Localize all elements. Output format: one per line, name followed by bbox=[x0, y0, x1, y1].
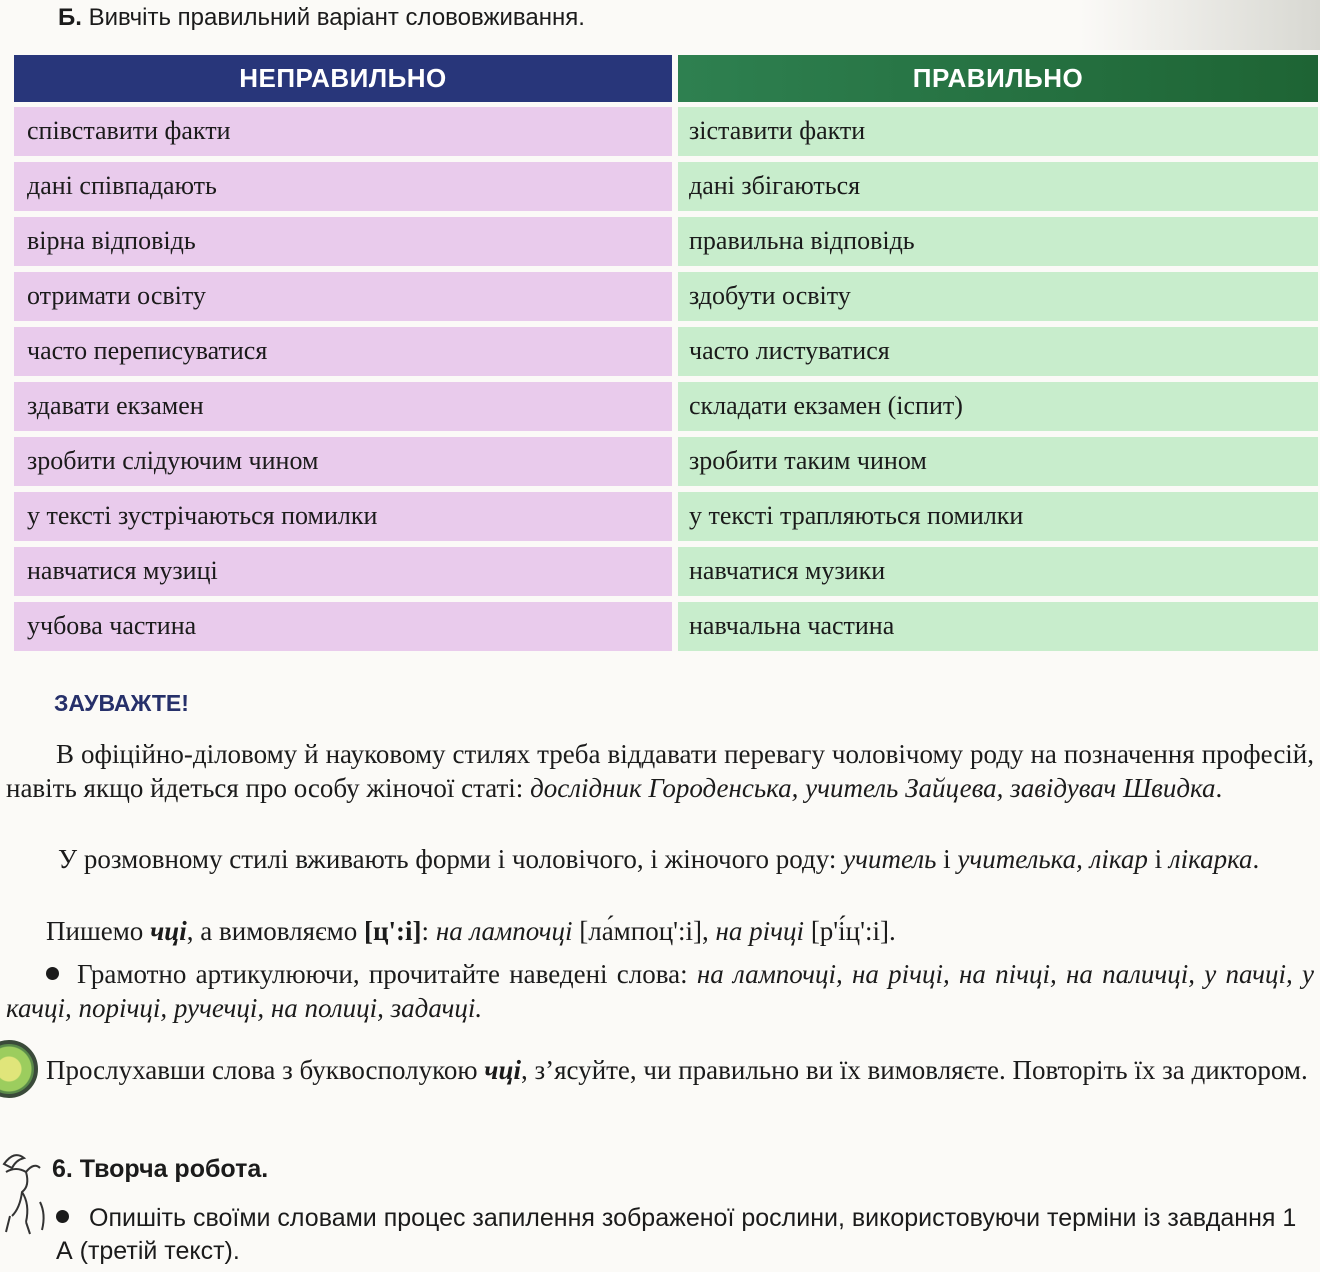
note-paragraph-colloquial-style bbox=[6, 842, 1314, 876]
articulation-exercise bbox=[6, 957, 1314, 1025]
wrong-usage-cell: зробити слідуючим чином bbox=[14, 437, 672, 486]
table-row bbox=[14, 382, 1318, 431]
column-header-wrong: НЕПРАВИЛЬНО bbox=[14, 55, 672, 102]
wrong-usage-cell: часто переписуватися bbox=[14, 327, 672, 376]
paragraph-text: : bbox=[421, 916, 436, 946]
table-row bbox=[14, 272, 1318, 321]
wrong-usage-cell: дані співпадають bbox=[14, 162, 672, 211]
letter-combination: чці bbox=[150, 916, 187, 946]
example-text: на лампочці, на річці, на пічці, на паличці, у пачці, у качці, порічці, ручечці, на полиці, задачці. bbox=[6, 959, 1314, 1023]
table-row bbox=[14, 437, 1318, 486]
transcription: [ла́мпоц':і], bbox=[572, 916, 716, 946]
example-text: лікар bbox=[1082, 844, 1148, 874]
right-usage-cell: складати екзамен (іспит) bbox=[678, 382, 1318, 431]
task-text: Опишіть своїми словами процес запилення зображеної рослини, використовуючи терміни із завдання 1 А (третій текст). bbox=[56, 1204, 1297, 1265]
example-text: на річці bbox=[715, 916, 805, 946]
paragraph-text: і bbox=[936, 844, 958, 874]
wrong-usage-cell: навчатися музиці bbox=[14, 547, 672, 596]
wrong-usage-cell: вірна відповідь bbox=[14, 217, 672, 266]
bullet-icon bbox=[46, 967, 59, 980]
right-usage-cell: часто листуватися bbox=[678, 327, 1318, 376]
paragraph-text: Грамотно артикулюючи, прочитайте наведені слова: bbox=[77, 959, 697, 989]
right-usage-cell: навчатися музики bbox=[678, 547, 1318, 596]
example-text: учителька, bbox=[957, 844, 1083, 874]
bullet-icon bbox=[56, 1210, 69, 1223]
paragraph-text: , а вимовляємо bbox=[186, 916, 364, 946]
note-paragraph-official-style bbox=[6, 737, 1314, 805]
right-usage-cell: зробити таким чином bbox=[678, 437, 1318, 486]
example-text: учитель bbox=[843, 844, 937, 874]
example-text: дослідник Городенська, учитель Зайцева, завідувач Швидка bbox=[530, 773, 1216, 803]
right-usage-cell: правильна відповідь bbox=[678, 217, 1318, 266]
table-row bbox=[14, 547, 1318, 596]
transcription-bold: [ц':і] bbox=[364, 916, 422, 946]
wrong-usage-cell: отримати освіту bbox=[14, 272, 672, 321]
right-usage-cell: зіставити факти bbox=[678, 107, 1318, 156]
wrong-usage-cell: у тексті зустрічаються помилки bbox=[14, 492, 672, 541]
right-usage-cell: здобути освіту bbox=[678, 272, 1318, 321]
wrong-usage-cell: здавати екзамен bbox=[14, 382, 672, 431]
wrong-usage-cell: співставити факти bbox=[14, 107, 672, 156]
table-row bbox=[14, 492, 1318, 541]
paragraph-text: У розмовному стилі вживають форми і чоловічого, і жіночого роду: bbox=[58, 844, 844, 874]
paragraph-text: Пишемо bbox=[46, 916, 151, 946]
pegasus-icon bbox=[0, 1142, 48, 1238]
example-text: лікарка bbox=[1168, 844, 1253, 874]
right-usage-cell: дані збігаються bbox=[678, 162, 1318, 211]
wrong-usage-cell: учбова частина bbox=[14, 602, 672, 651]
exercise-instruction: Вивчіть правильний варіант слововживання. bbox=[88, 4, 585, 31]
paragraph-text: . bbox=[1252, 844, 1260, 874]
paragraph-text: і bbox=[1147, 844, 1169, 874]
example-text: на лампочці bbox=[435, 916, 573, 946]
audio-disc-icon bbox=[0, 1040, 38, 1098]
task-title: 6. Творча робота. bbox=[52, 1155, 269, 1183]
note-title: ЗАУВАЖТЕ! bbox=[54, 690, 189, 716]
paragraph-text: Прослухавши слова з буквосполукою bbox=[46, 1055, 485, 1085]
table-row bbox=[14, 217, 1318, 266]
exercise-letter: Б. bbox=[58, 4, 82, 31]
listening-exercise bbox=[46, 1053, 1314, 1087]
exercise-header bbox=[58, 4, 585, 32]
right-usage-cell: у тексті трапляються помилки bbox=[678, 492, 1318, 541]
transcription: [р'і́ц':і]. bbox=[804, 916, 896, 946]
table-row bbox=[14, 162, 1318, 211]
letter-combination: чці bbox=[484, 1055, 521, 1085]
page-edge-shadow bbox=[1080, 0, 1320, 50]
paragraph-text: , з’ясуйте, чи правильно ви їх вимовляєте. Повторіть їх за диктором. bbox=[520, 1055, 1308, 1085]
column-header-right: ПРАВИЛЬНО bbox=[678, 55, 1318, 102]
table-row bbox=[14, 327, 1318, 376]
task-instruction bbox=[56, 1202, 1318, 1268]
table-row bbox=[14, 602, 1318, 651]
table-row bbox=[14, 107, 1318, 156]
pronunciation-rule bbox=[46, 914, 1316, 948]
paragraph-text: . bbox=[1215, 773, 1223, 803]
right-usage-cell: навчальна частина bbox=[678, 602, 1318, 651]
paragraph-text: В офіційно-діловому й науковому стилях треба віддавати перевагу чоловічому роду на позначення професій, навіть якщо йдеться про особу жіночої статі: bbox=[6, 739, 1314, 803]
